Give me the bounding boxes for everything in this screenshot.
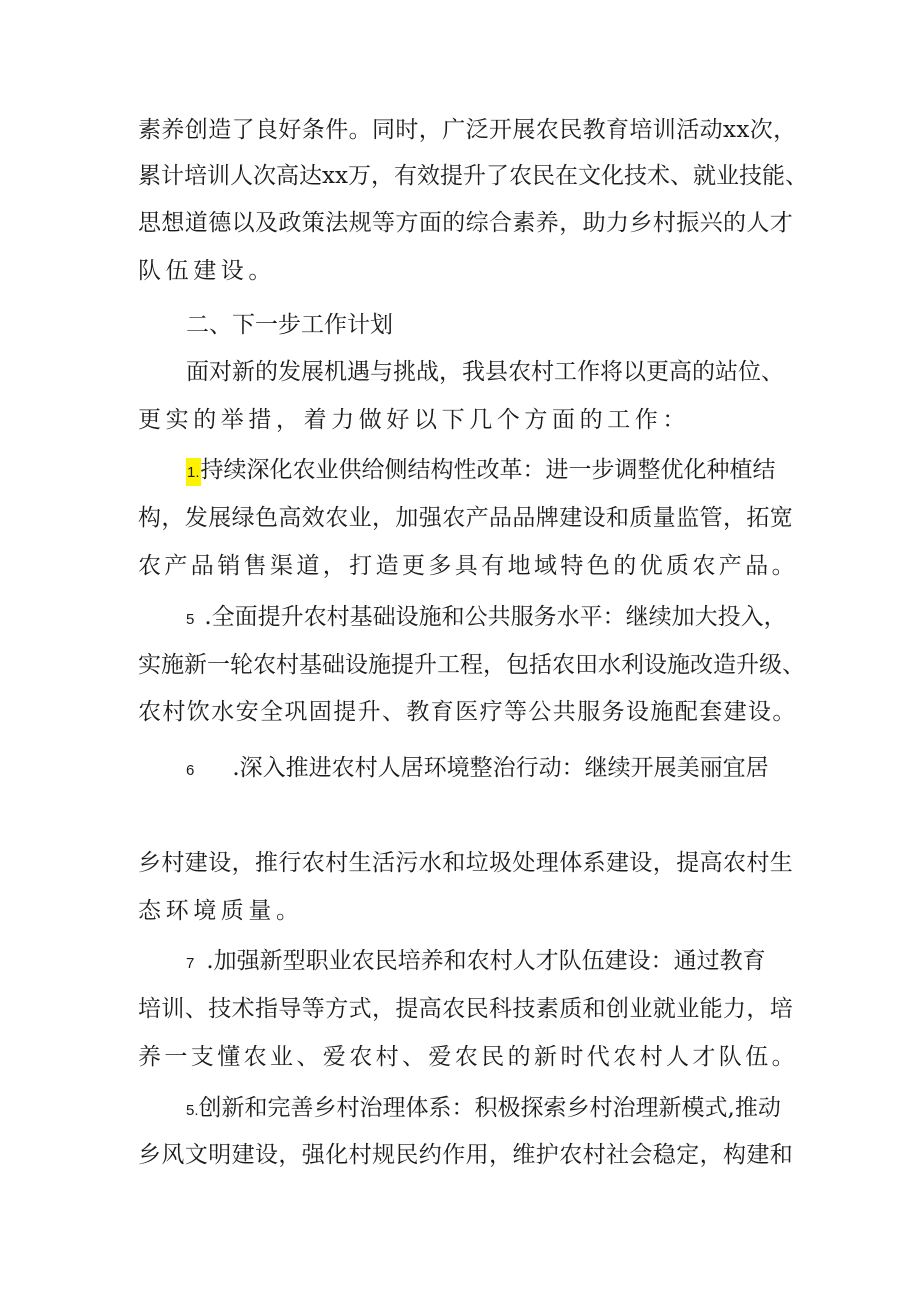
para1-line4: 队伍建设。 — [138, 258, 276, 284]
para1-line3: 思想道德以及政策法规等方面的综合素养，助力乡村振兴的人才 — [138, 210, 794, 236]
item4-line3: 养一支懂农业、爱农村、爱农民的新时代农村人才队伍。 — [138, 1044, 798, 1070]
item5-line2: 乡风文明建设，强化村规民约作用，维护农村社会稳定，构建和 — [138, 1142, 794, 1168]
item1-number-highlighted: 1. — [186, 458, 201, 486]
item5-text: 创新和完善乡村治理体系：积极探索乡村治理新模式,推动 — [198, 1095, 781, 1121]
item1-text: 持续深化农业供给侧结构性改革：进一步调整优化种植结 — [200, 457, 776, 483]
item4-line1 — [186, 946, 846, 979]
item4-number: 7 — [186, 955, 195, 972]
item3-line1 — [186, 753, 846, 786]
item4-line2: 培训、技术指导等方式，提高农民科技素质和创业就业能力，培 — [138, 996, 794, 1022]
item1-line1 — [186, 455, 846, 486]
item5-line1 — [186, 1093, 846, 1126]
item3-number: 6 — [186, 762, 195, 779]
item2-number: 5 — [186, 611, 195, 628]
item3-text: .深入推进农村人居环境整治行动：继续开展美丽宜居 — [232, 755, 769, 781]
item5-number: 5. — [186, 1102, 199, 1119]
item2-text: .全面提升农村基础设施和公共服务水平：继续加大投入， — [204, 604, 787, 630]
intro-line2: 更实的举措，着力做好以下几个方面的工作： — [138, 407, 690, 433]
section-heading: 二、下一步工作计划 — [186, 312, 393, 338]
item4-text: .加强新型职业农民培养和农村人才队伍建设：通过教育 — [206, 948, 766, 974]
item2-line1 — [186, 602, 846, 635]
item3-line2: 乡村建设，推行农村生活污水和垃圾处理体系建设，提高农村生 — [138, 850, 794, 876]
item1-line2: 构，发展绿色高效农业，加强农产品品牌建设和质量监管，拓宽 — [138, 505, 794, 531]
item2-line2: 实施新一轮农村基础设施提升工程，包括农田水利设施改造升级、 — [138, 652, 805, 678]
para1-line2: 累计培训人次高达xx万，有效提升了农民在文化技术、就业技能、 — [138, 163, 808, 189]
para1-line1: 素养创造了良好条件。同时，广泛开展农民教育培训活动xx次， — [138, 117, 797, 143]
item3-line3: 态环境质量。 — [138, 898, 304, 924]
item1-line3: 农产品销售渠道，打造更多具有地域特色的优质农产品。 — [138, 553, 798, 579]
intro-line1: 面对新的发展机遇与挑战，我县农村工作将以更高的站位、 — [186, 359, 784, 385]
item2-line3: 农村饮水安全巩固提升、教育医疗等公共服务设施配套建设。 — [138, 699, 797, 725]
